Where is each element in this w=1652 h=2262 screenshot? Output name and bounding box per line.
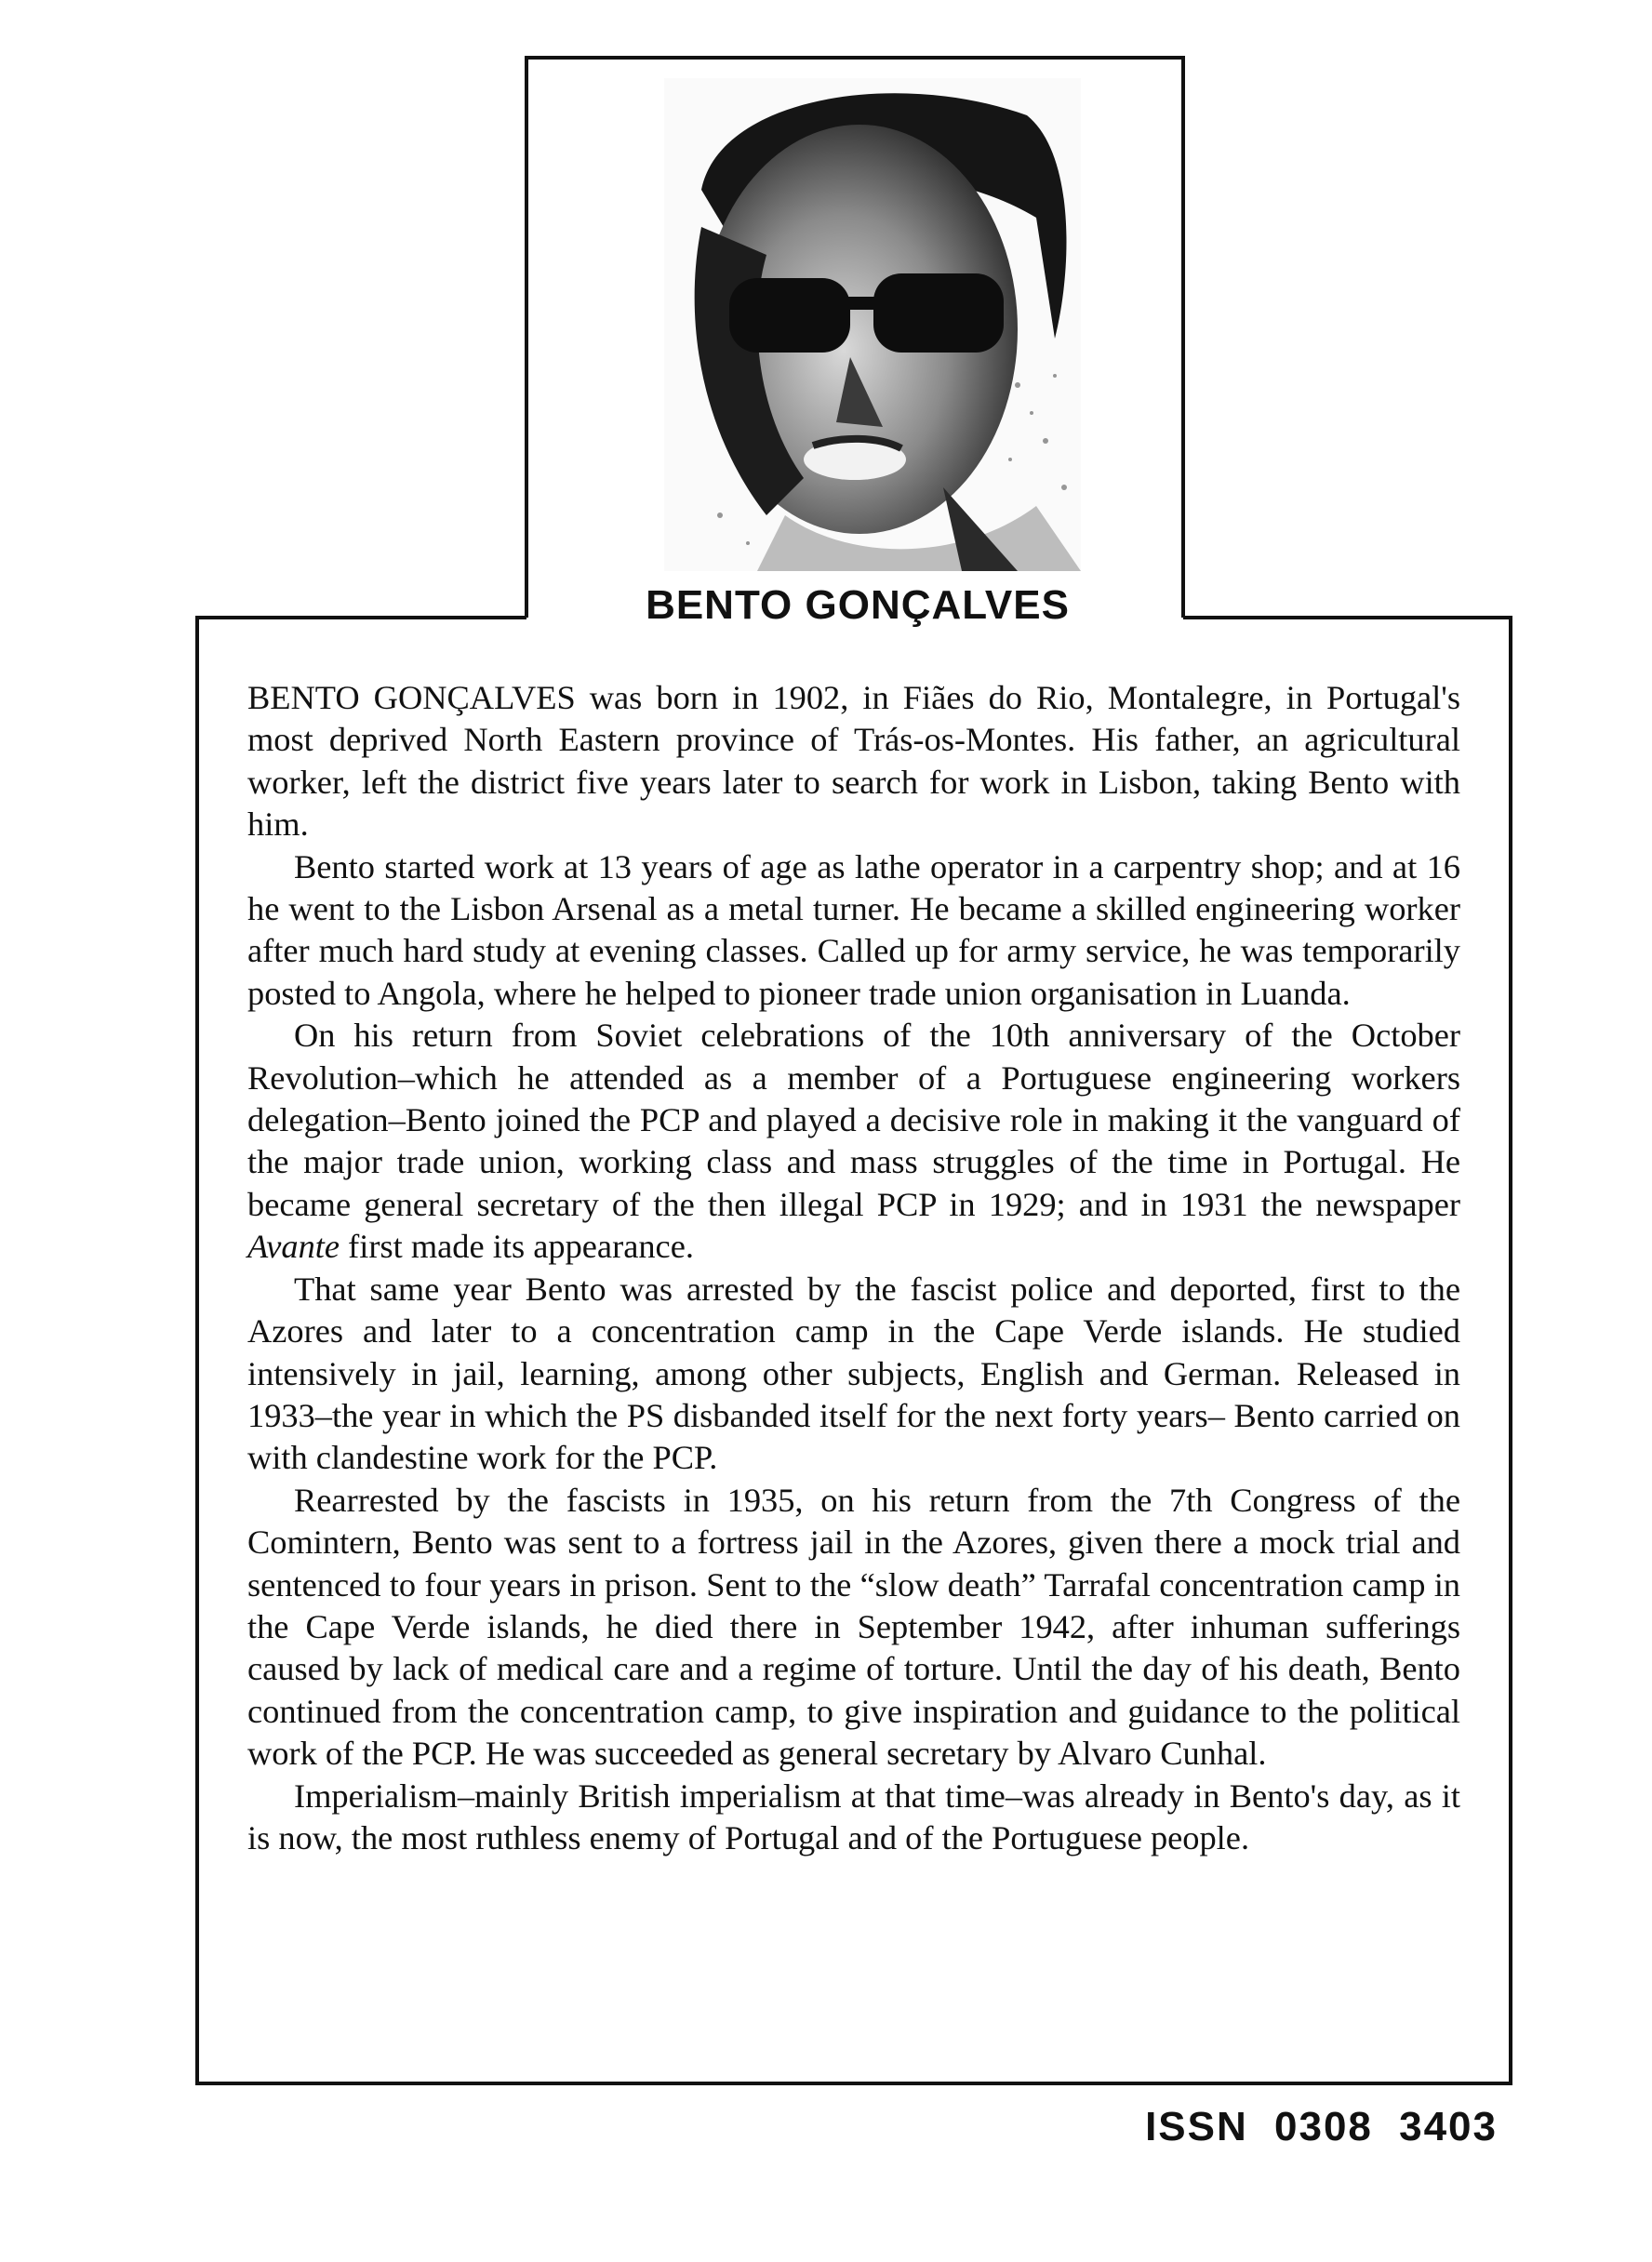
portrait-photo xyxy=(664,78,1081,571)
paragraph-3 xyxy=(247,1015,1460,1268)
biography-text xyxy=(247,677,1460,1859)
paragraph-6: Imperialism–mainly British imperialism at that time–was already in Bento's day, as it is now, the most ruthless enemy of Portugal and of the Portuguese people. xyxy=(247,1776,1460,1856)
issn-number: ISSN 0308 3403 xyxy=(1145,2104,1498,2149)
paragraph-1: BENTO GONÇALVES was born in 1902, in Fiães do Rio, Montalegre, in Portugal's most deprived North Eastern province of Trás-os-Montes. His father, an agricultural worker, left the district five years later to search for work in Lisbon, taking Bento with him. xyxy=(247,679,1460,844)
page-title: BENTO GONÇALVES xyxy=(646,582,1070,628)
paragraph-3-end: first made its appearance. xyxy=(340,1228,694,1266)
paragraph-2: Bento started work at 13 years of age as lathe operator in a carpentry shop; and at 16 he went to the Lisbon Arsenal as a metal turner. He became a skilled engineering worker after much hard study at evening classes. Called up for army service, he was temporarily posted to Angola, where he helped to pioneer trade union organisation in Luanda. xyxy=(247,847,1460,1012)
paragraph-5: Rearrested by the fascists in 1935, on his return from the 7th Congress of the Comintern, Bento was sent to a fortress jail in the Azores, given there a mock trial and sentenced to four years in prison. Sent to the “slow death” Tarrafal concentration camp in the Cape Verde islands, he died there in September 1942, after inhuman sufferings caused by lack of medical care and a regime of torture. Until the day of his death, Bento continued from the concentration camp, to give inspiration and guidance to the political work of the PCP. He was succeeded as general secretary by Alvaro Cunhal. xyxy=(247,1481,1460,1773)
paragraph-4: That same year Bento was arrested by the fascist police and deported, first to the Azores and later to a concentration camp in the Cape Verde islands. He studied intensively in jail, learning, among other subjects, English and German. Released in 1933–the year in which the PS disbanded itself for the next forty years– Bento carried on with clandestine work for the PCP. xyxy=(247,1270,1460,1477)
newspaper-title: Avante xyxy=(247,1228,340,1266)
paragraph-3-text: On his return from Soviet celebrations of the 10th anniversary of the October Revolution–which he attended as a member of a Portuguese engineering workers delegation–Bento joined the PCP and played a decisive role in making it the vanguard of the major trade union, working class and mass struggles of the time in Portugal. He became general secretary of the then illegal PCP in 1929; and in 1931 the newspaper xyxy=(247,1017,1460,1223)
